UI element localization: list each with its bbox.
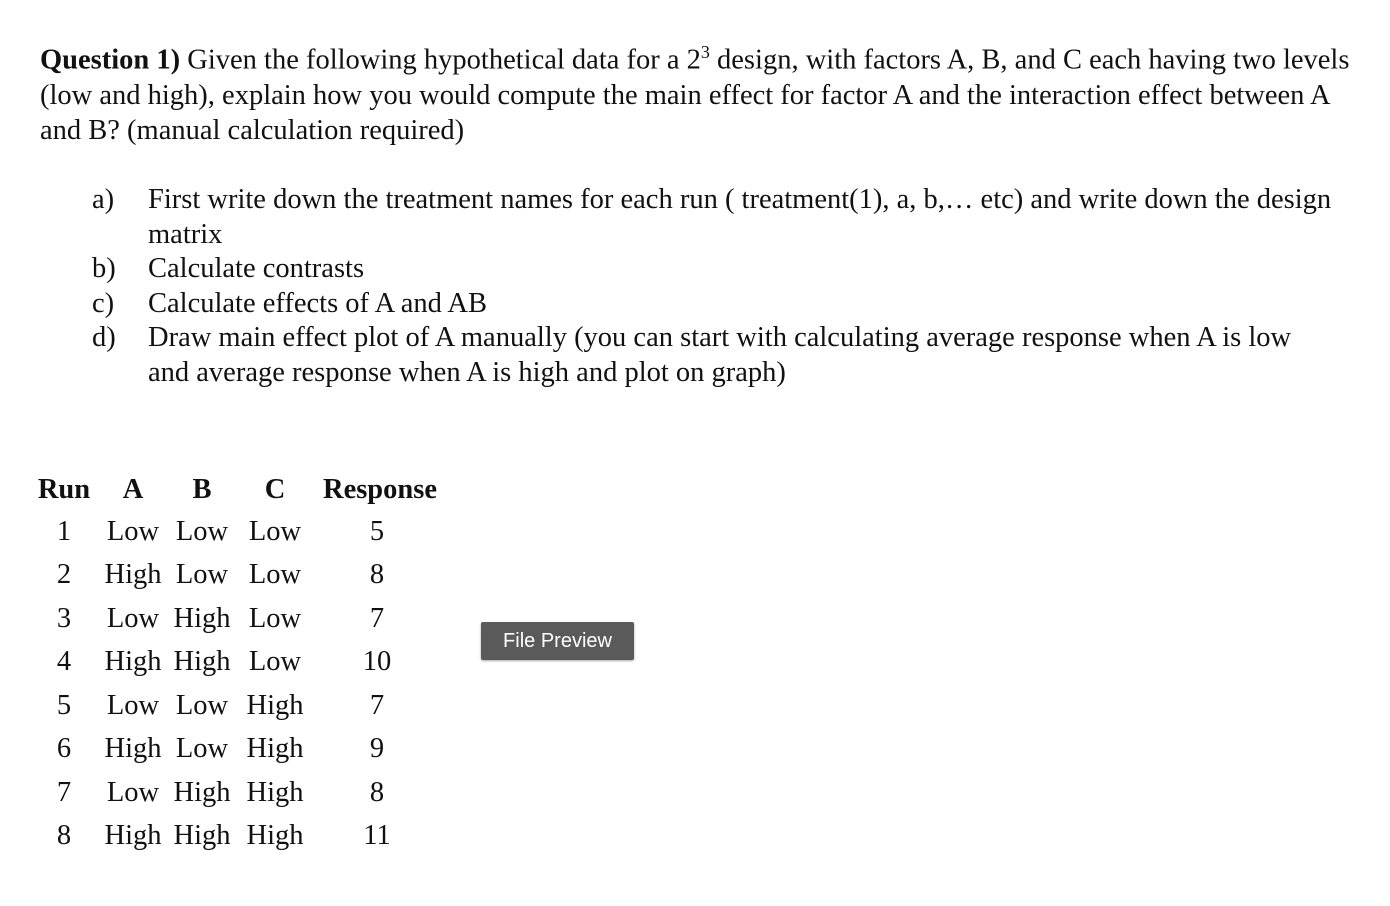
file-preview-button[interactable]: File Preview bbox=[481, 622, 634, 660]
cell-run: 6 bbox=[56, 733, 72, 765]
question-text bbox=[40, 35, 1350, 148]
cell-run: 2 bbox=[56, 559, 72, 591]
cell-a: High bbox=[104, 559, 162, 591]
part-d bbox=[92, 321, 1332, 390]
cell-b: High bbox=[173, 776, 231, 808]
cell-b: Low bbox=[175, 515, 229, 547]
cell-c: Low bbox=[248, 602, 302, 634]
part-letter: d) bbox=[92, 322, 116, 353]
cell-run: 7 bbox=[56, 776, 72, 808]
part-letter: c) bbox=[92, 287, 115, 319]
header-a: A bbox=[122, 474, 144, 505]
part-letter: b) bbox=[92, 253, 116, 284]
question-exponent: 3 bbox=[700, 42, 710, 62]
part-text: Draw main effect plot of A manually (you can start with calculating average response when A is low and average response when A is high and plot on graph) bbox=[148, 322, 1292, 388]
cell-c: High bbox=[246, 733, 304, 765]
table-row bbox=[30, 510, 446, 554]
part-c bbox=[92, 287, 1332, 322]
cell-c: High bbox=[246, 820, 304, 852]
cell-b: Low bbox=[175, 559, 229, 591]
table-row bbox=[30, 597, 446, 641]
question-label: Question 1) bbox=[40, 44, 181, 76]
cell-response: 8 bbox=[369, 776, 385, 808]
cell-run: 3 bbox=[56, 602, 72, 634]
table-row bbox=[30, 728, 446, 772]
cell-b: High bbox=[173, 602, 231, 634]
cell-c: Low bbox=[248, 559, 302, 591]
cell-run: 8 bbox=[56, 820, 72, 852]
part-text: Calculate contrasts bbox=[148, 253, 365, 284]
header-c: C bbox=[264, 474, 286, 505]
cell-response: 5 bbox=[369, 515, 385, 547]
cell-response: 7 bbox=[369, 689, 385, 721]
table-header-row bbox=[30, 470, 446, 510]
cell-response: 10 bbox=[362, 646, 392, 678]
cell-a: Low bbox=[106, 689, 160, 721]
header-b: B bbox=[192, 474, 212, 505]
header-run: Run bbox=[37, 474, 91, 505]
cell-response: 8 bbox=[369, 559, 385, 591]
cell-run: 5 bbox=[56, 689, 72, 721]
cell-a: Low bbox=[106, 515, 160, 547]
cell-a: Low bbox=[106, 776, 160, 808]
table-row bbox=[30, 641, 446, 685]
question-parts-list bbox=[92, 183, 1332, 390]
cell-c: High bbox=[246, 776, 304, 808]
cell-response: 7 bbox=[369, 602, 385, 634]
table-row bbox=[30, 815, 446, 859]
cell-a: High bbox=[104, 733, 162, 765]
cell-b: High bbox=[173, 820, 231, 852]
part-letter: a) bbox=[92, 184, 115, 215]
part-text: Calculate effects of A and AB bbox=[148, 287, 488, 319]
cell-b: High bbox=[173, 646, 231, 678]
design-data-table bbox=[30, 470, 446, 858]
cell-a: Low bbox=[106, 602, 160, 634]
part-b bbox=[92, 252, 1332, 287]
header-response: Response bbox=[322, 474, 437, 505]
table-row bbox=[30, 684, 446, 728]
cell-c: Low bbox=[248, 646, 302, 678]
cell-c: Low bbox=[248, 515, 302, 547]
cell-run: 4 bbox=[56, 646, 72, 678]
table-row bbox=[30, 771, 446, 815]
cell-b: Low bbox=[175, 689, 229, 721]
cell-b: Low bbox=[175, 733, 229, 765]
cell-a: High bbox=[104, 820, 162, 852]
part-a bbox=[92, 183, 1332, 252]
cell-c: High bbox=[246, 689, 304, 721]
cell-response: 9 bbox=[369, 733, 385, 765]
cell-response: 11 bbox=[363, 820, 391, 852]
cell-a: High bbox=[104, 646, 162, 678]
question-body-start: Given the following hypothetical data for a 2 bbox=[180, 44, 701, 76]
part-text: First write down the treatment names for each run ( treatment(1), a, b,… etc) and write down the design matrix bbox=[148, 184, 1332, 250]
question-body-end: design, with factors A, B, and C each having two levels (low and high), explain how you would compute the main effect for factor A and the interaction effect between A and B? (manual calculation required) bbox=[40, 44, 1350, 146]
table-row bbox=[30, 554, 446, 598]
cell-run: 1 bbox=[56, 515, 72, 547]
